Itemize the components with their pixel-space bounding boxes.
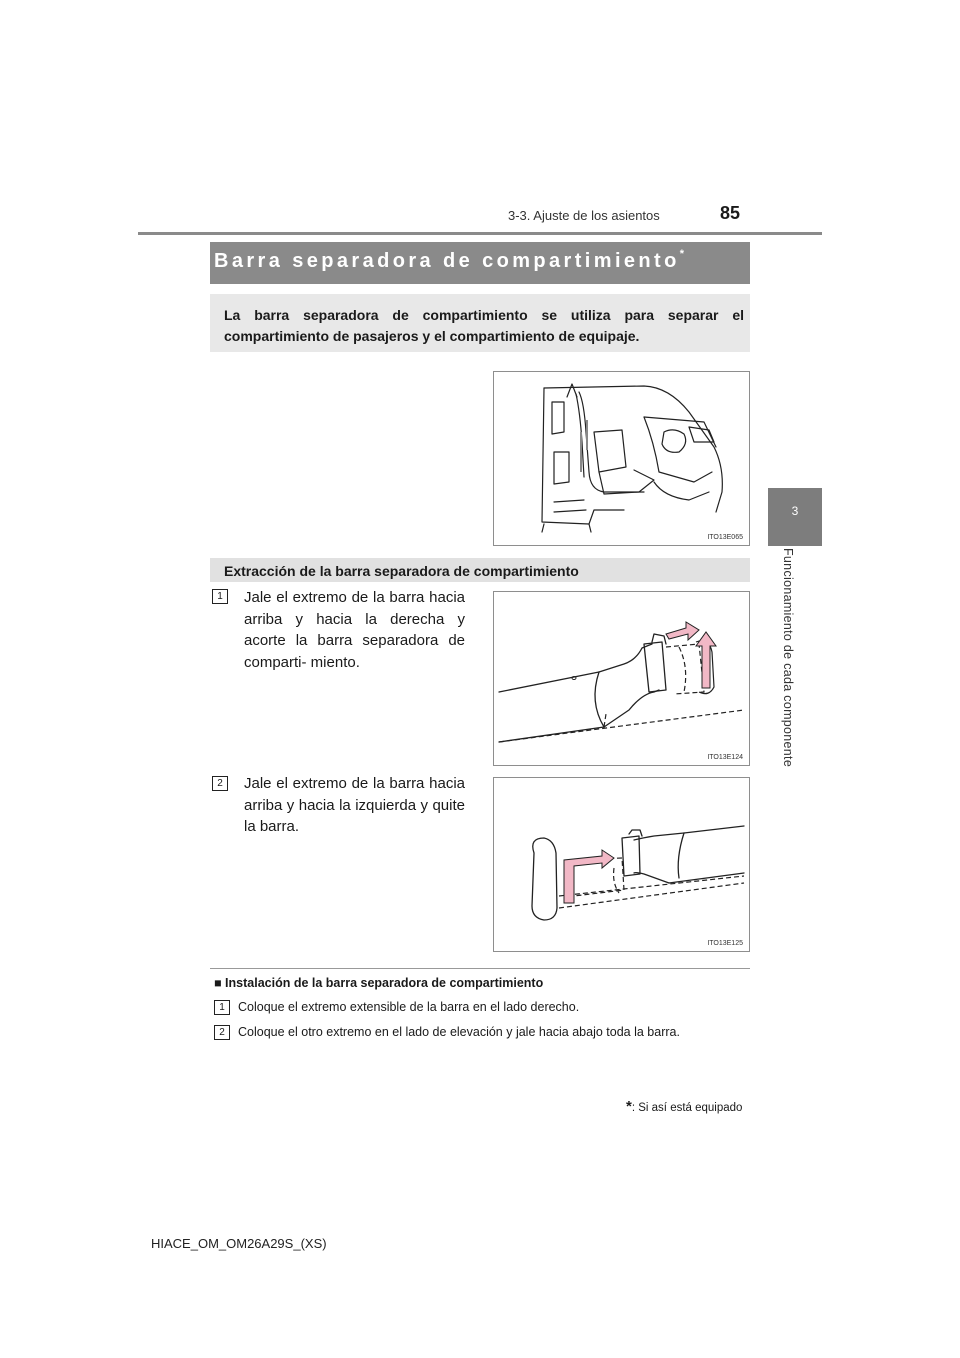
subsection-title: Extracción de la barra separadora de compartimiento [224, 563, 579, 579]
installation-step-number: 1 [214, 1000, 230, 1015]
footnote-text: : Si así está equipado [631, 1102, 743, 1114]
bar-shorten-illustration [494, 592, 749, 765]
footnote [626, 1098, 742, 1115]
figure-bar-shorten [493, 591, 750, 766]
installation-step-text: Coloque el extremo extensible de la barra en el lado derecho. [238, 1000, 580, 1014]
bar-remove-illustration [494, 778, 749, 951]
chapter-title: Funcionamiento de cada componente [781, 548, 795, 768]
footnote-marker: * [626, 1098, 632, 1115]
figure-bar-remove [493, 777, 750, 952]
step-text: Jale el extremo de la barra hacia arriba y hacia la izquierda y quite la barra. [244, 775, 465, 835]
page-title-text: Barra separadora de compartimiento [214, 250, 680, 272]
step-number: 2 [212, 776, 228, 791]
installation-title: Instalación de la barra separadora de compartimiento [225, 976, 544, 990]
section-path: 3-3. Ajuste de los asientos [508, 208, 660, 223]
page-number: 85 [720, 203, 741, 223]
section-divider [210, 968, 750, 969]
equipped-marker: * [679, 248, 684, 260]
step-number: 1 [212, 589, 228, 604]
document-code: HIACE_OM_OM26A29S_(XS) [151, 1236, 327, 1251]
van-interior-illustration [494, 372, 749, 545]
figure-van-interior [493, 371, 750, 546]
installation-step-number: 2 [214, 1025, 230, 1040]
figure-code: ITO13E124 [707, 754, 743, 761]
header-rule [138, 232, 822, 235]
installation-heading [214, 976, 543, 990]
installation-step-text: Coloque el otro extremo en el lado de elevación y jale hacia abajo toda la barra. [238, 1025, 680, 1039]
bullet-square: ■ [214, 976, 222, 990]
intro-text: La barra separadora de compartimiento se utiliza para separar el compartimiento de pasajeros y el compartimiento de equipaje. [224, 307, 744, 344]
chapter-number: 3 [791, 504, 799, 518]
figure-code: ITO13E125 [707, 940, 743, 947]
page-title [214, 250, 684, 273]
step-text: Jale el extremo de la barra hacia arriba y hacia la derecha y acorte la barra separadora de comparti- miento. [244, 589, 465, 671]
figure-code: ITO13E065 [707, 534, 743, 541]
